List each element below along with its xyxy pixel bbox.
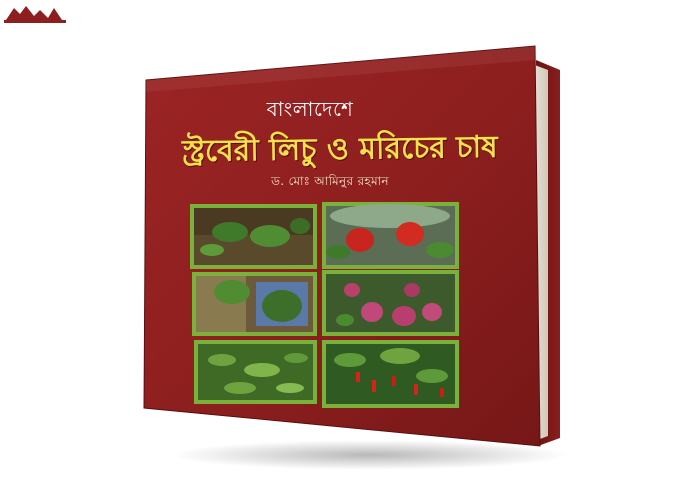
photo-chili-peppers xyxy=(322,340,459,408)
photo-strawberry-fruits xyxy=(322,202,459,269)
photo-strawberry-seedlings xyxy=(190,204,317,269)
photo-litchi-fruits xyxy=(322,270,459,336)
book-title: স্ট্রবেরী লিচু ও মরিচের চাষ xyxy=(182,129,498,170)
photo-grid xyxy=(190,202,459,408)
book-title-prefix: বাংলাদেশে xyxy=(266,97,354,121)
photo-litchi-sapling xyxy=(192,272,317,336)
publisher-logo-icon xyxy=(0,0,70,26)
book-author: ড. মোঃ আমিনুর রহমান xyxy=(271,174,389,188)
photo-chili-plants xyxy=(194,340,317,404)
